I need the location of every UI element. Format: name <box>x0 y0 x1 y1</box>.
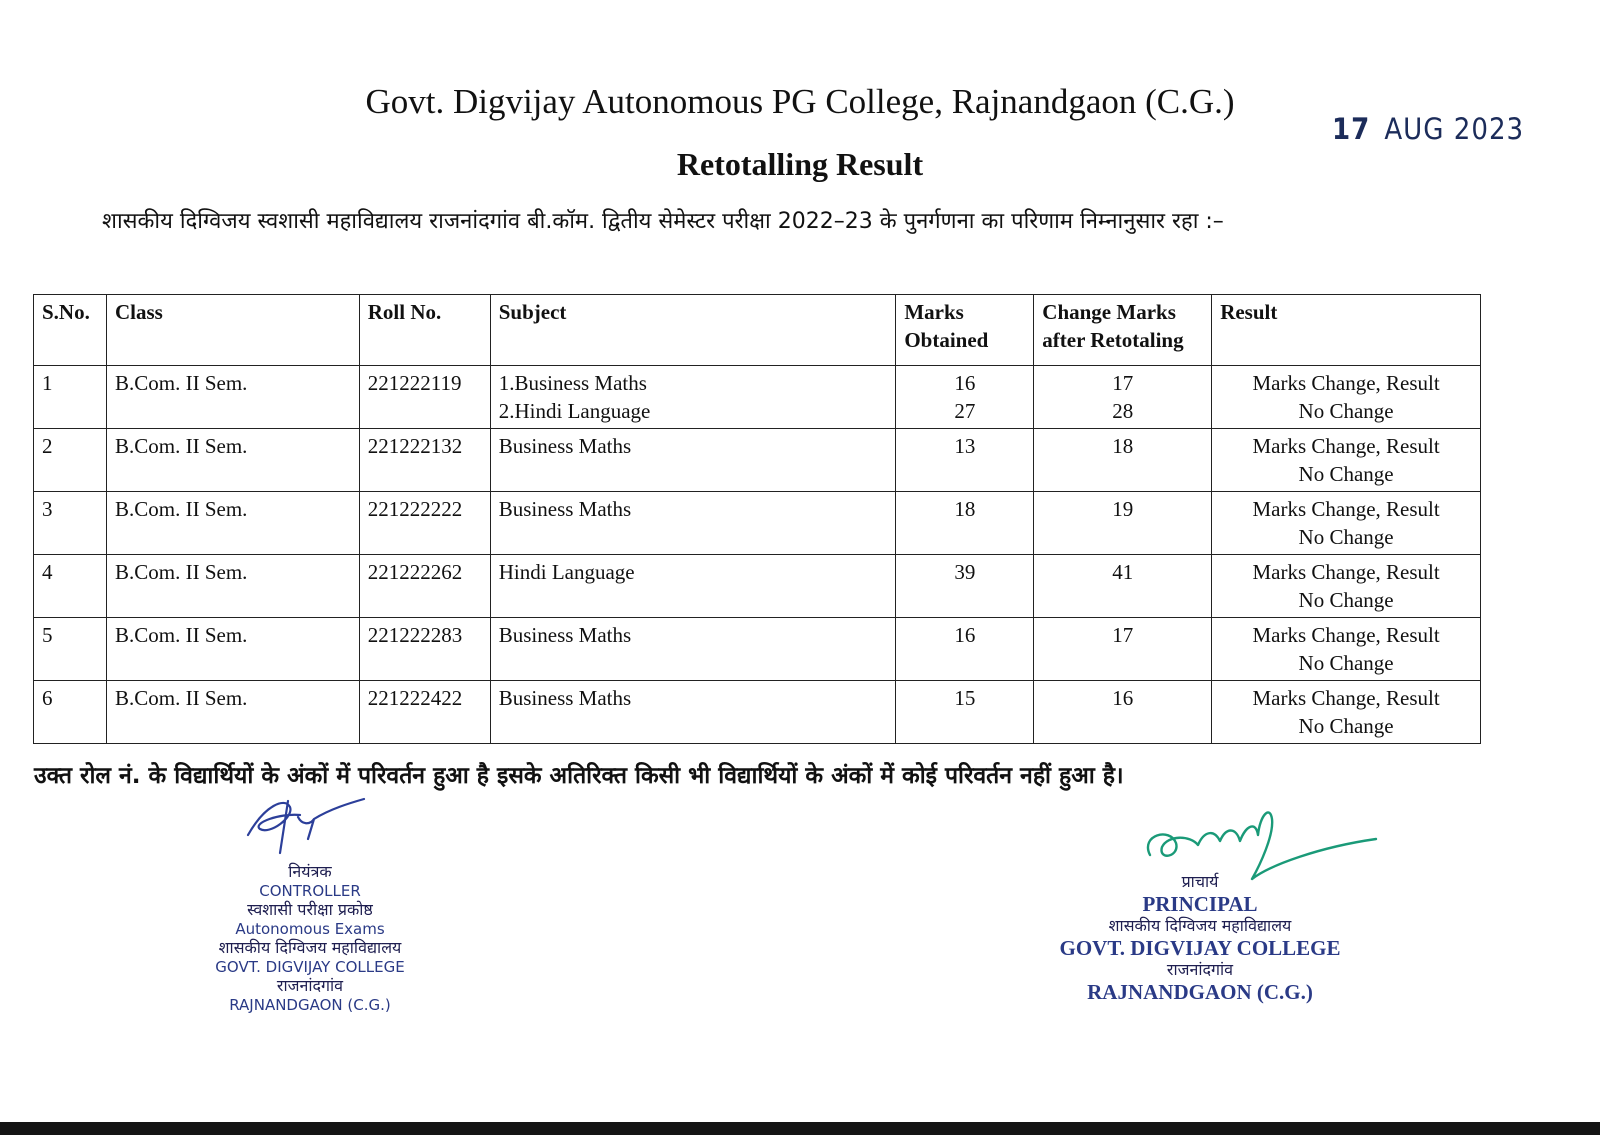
cell-change <box>1034 618 1212 681</box>
table-row <box>34 618 1481 681</box>
marks-line1: 16 <box>954 623 976 647</box>
cell-roll: 221222119 <box>359 366 490 429</box>
principal-stamp <box>1030 872 1370 1004</box>
document-title: Retotalling Result <box>676 146 924 182</box>
cell-change <box>1034 429 1212 492</box>
controller-signature <box>240 795 370 857</box>
header-change <box>1034 295 1212 366</box>
controller-college-hindi: शासकीय दिग्विजय महाविद्यालय <box>218 938 402 957</box>
cell-roll: 221222222 <box>359 492 490 555</box>
table-header-row <box>34 295 1481 366</box>
cell-sno: 1 <box>34 366 107 429</box>
result-line2: No Change <box>1298 525 1394 549</box>
change-line1: 17 <box>1112 371 1134 395</box>
subject-line1: Hindi Language <box>498 560 635 584</box>
table-row <box>34 681 1481 744</box>
cell-sno: 2 <box>34 429 107 492</box>
principal-city-english: RAJNANDGAON (C.G.) <box>1087 980 1313 1004</box>
cell-subject <box>490 366 896 429</box>
cell-subject <box>490 618 896 681</box>
cell-subject <box>490 429 896 492</box>
controller-city-hindi: राजनांदगांव <box>276 976 344 995</box>
cell-change <box>1034 366 1212 429</box>
marks-line1: 18 <box>954 497 976 521</box>
cell-sno: 4 <box>34 555 107 618</box>
intro-paragraph: शासकीय दिग्विजय स्वशासी महाविद्यालय राजनांदगांव बी.कॉम. द्वितीय सेमेस्टर परीक्षा 2022–23 के पुनर्गणना का परिणाम निम्नानुसार रहा :– <box>102 209 1224 234</box>
result-line1: Marks Change, Result <box>1252 560 1440 584</box>
header-marks <box>896 295 1034 366</box>
subject-line1: Business Maths <box>498 434 632 458</box>
cell-change <box>1034 681 1212 744</box>
cell-sno: 5 <box>34 618 107 681</box>
date-stamp-day: 17 <box>1332 112 1371 146</box>
subject-line1: Business Maths <box>498 623 632 647</box>
subject-line2: 2.Hindi Language <box>498 399 651 423</box>
header-marks-line2: Obtained <box>904 328 989 352</box>
marks-line1: 13 <box>954 434 976 458</box>
controller-cell-hindi: स्वशासी परीक्षा प्रकोष्ठ <box>247 900 373 919</box>
cell-marks <box>896 429 1034 492</box>
controller-city-english: RAJNANDGAON (C.G.) <box>229 996 391 1014</box>
result-line1: Marks Change, Result <box>1252 371 1440 395</box>
principal-college-english: GOVT. DIGVIJAY COLLEGE <box>1059 936 1341 960</box>
change-line1: 18 <box>1112 434 1134 458</box>
college-name: Govt. Digvijay Autonomous PG College, Rajnandgaon (C.G.) <box>365 82 1235 121</box>
date-stamp <box>1332 112 1524 146</box>
cell-roll: 221222422 <box>359 681 490 744</box>
cell-class: B.Com. II Sem. <box>106 366 359 429</box>
principal-city-hindi: राजनांदगांव <box>1166 960 1234 979</box>
cell-result <box>1212 681 1481 744</box>
cell-sno: 3 <box>34 492 107 555</box>
cell-class: B.Com. II Sem. <box>106 429 359 492</box>
controller-title-english: CONTROLLER <box>259 882 361 900</box>
header-change-line1: Change Marks <box>1042 300 1176 324</box>
controller-cell-english: Autonomous Exams <box>235 920 385 938</box>
marks-line1: 15 <box>954 686 976 710</box>
result-line1: Marks Change, Result <box>1252 623 1440 647</box>
cell-marks <box>896 681 1034 744</box>
footer-note: उक्त रोल नं. के विद्यार्थियों के अंकों में परिवर्तन हुआ है इसके अतिरिक्त किसी भी विद्यार्थियों के अंकों में कोई परिवर्तन नहीं हुआ है। <box>34 763 1124 789</box>
cell-result <box>1212 618 1481 681</box>
marks-line1: 16 <box>954 371 976 395</box>
result-line1: Marks Change, Result <box>1252 497 1440 521</box>
subject-line1: Business Maths <box>498 686 632 710</box>
cell-marks <box>896 366 1034 429</box>
table-row <box>34 555 1481 618</box>
header-roll: Roll No. <box>359 295 490 366</box>
header-sno: S.No. <box>34 295 107 366</box>
principal-title-hindi: प्राचार्य <box>1181 872 1219 891</box>
cell-change <box>1034 555 1212 618</box>
cell-sno: 6 <box>34 681 107 744</box>
result-line2: No Change <box>1298 588 1394 612</box>
cell-result <box>1212 492 1481 555</box>
cell-result <box>1212 366 1481 429</box>
cell-class: B.Com. II Sem. <box>106 555 359 618</box>
cell-subject <box>490 492 896 555</box>
cell-change <box>1034 492 1212 555</box>
cell-result <box>1212 429 1481 492</box>
header-result: Result <box>1212 295 1481 366</box>
cell-roll: 221222132 <box>359 429 490 492</box>
header-class: Class <box>106 295 359 366</box>
marks-line2: 27 <box>954 399 976 423</box>
result-line1: Marks Change, Result <box>1252 434 1440 458</box>
cell-roll: 221222262 <box>359 555 490 618</box>
result-line2: No Change <box>1298 651 1394 675</box>
results-table <box>33 294 1481 744</box>
cell-class: B.Com. II Sem. <box>106 492 359 555</box>
cell-marks <box>896 492 1034 555</box>
change-line1: 16 <box>1112 686 1134 710</box>
change-line2: 28 <box>1112 399 1134 423</box>
table-row <box>34 429 1481 492</box>
cell-marks <box>896 618 1034 681</box>
cell-class: B.Com. II Sem. <box>106 681 359 744</box>
change-line1: 17 <box>1112 623 1134 647</box>
controller-stamp <box>150 862 470 1014</box>
cell-subject <box>490 555 896 618</box>
controller-college-english: GOVT. DIGVIJAY COLLEGE <box>215 958 405 976</box>
principal-title-english: PRINCIPAL <box>1142 892 1258 916</box>
header-change-line2: after Retotaling <box>1042 328 1184 352</box>
header-subject: Subject <box>490 295 896 366</box>
table-row <box>34 366 1481 429</box>
result-line2: No Change <box>1298 462 1394 486</box>
header-marks-line1: Marks <box>904 300 964 324</box>
date-stamp-month-year: AUG 2023 <box>1384 112 1525 146</box>
marks-line1: 39 <box>954 560 976 584</box>
result-line2: No Change <box>1298 399 1394 423</box>
result-line1: Marks Change, Result <box>1252 686 1440 710</box>
subject-line1: 1.Business Maths <box>498 371 647 395</box>
principal-college-hindi: शासकीय दिग्विजय महाविद्यालय <box>1108 916 1292 935</box>
change-line1: 41 <box>1112 560 1134 584</box>
subject-line1: Business Maths <box>498 497 632 521</box>
change-line1: 19 <box>1112 497 1134 521</box>
cell-subject <box>490 681 896 744</box>
controller-title-hindi: नियंत्रक <box>288 862 332 881</box>
cell-class: B.Com. II Sem. <box>106 618 359 681</box>
cell-result <box>1212 555 1481 618</box>
cell-roll: 221222283 <box>359 618 490 681</box>
scan-edge <box>0 1122 1600 1135</box>
cell-marks <box>896 555 1034 618</box>
table-row <box>34 492 1481 555</box>
result-line2: No Change <box>1298 714 1394 738</box>
